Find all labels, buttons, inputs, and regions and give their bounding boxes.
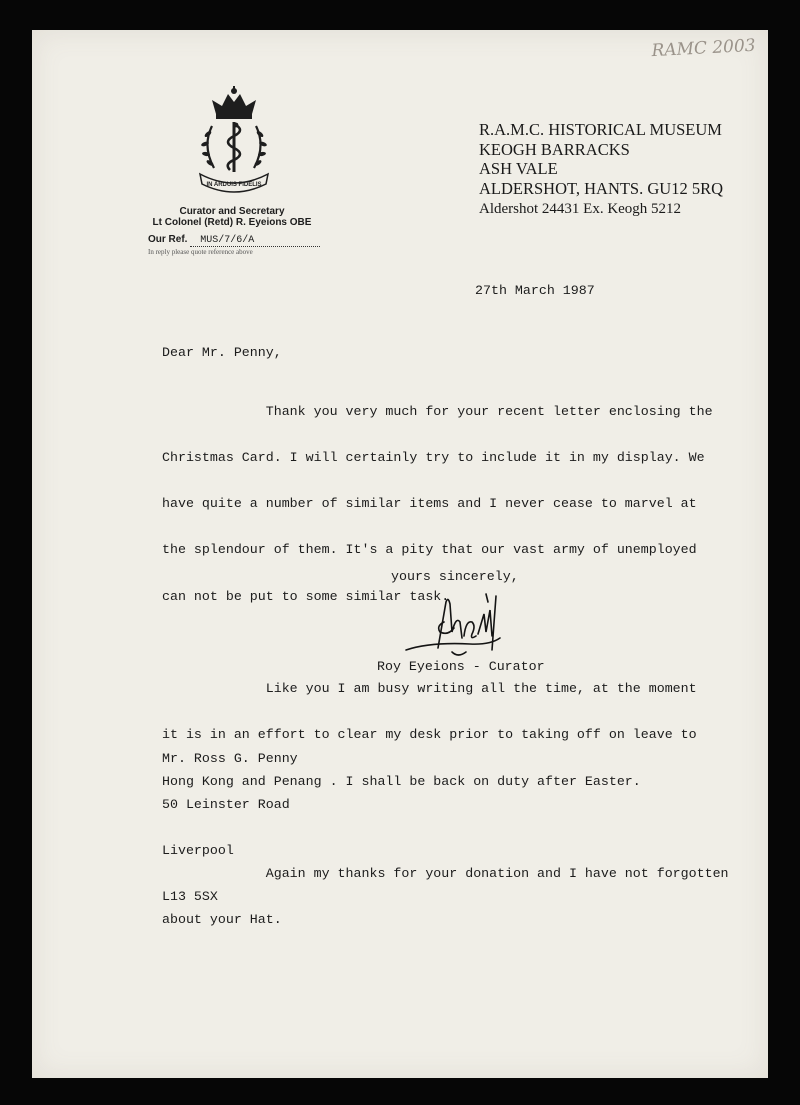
- crest-motto: IN ARDUIS FIDELIS: [206, 182, 262, 188]
- body-line: Again my thanks for your donation and I have not forgotten: [162, 865, 729, 881]
- recipient-line: 50 Leinster Road: [162, 797, 290, 813]
- reply-note: In reply please quote reference above: [148, 248, 253, 256]
- body-line: Hong Kong and Penang . I shall be back on duty after Easter.: [162, 773, 641, 789]
- letter-page: [32, 30, 768, 1078]
- signature-icon: [400, 592, 510, 660]
- body-line: about your Hat.: [162, 912, 282, 928]
- recipient-line: Mr. Ross G. Penny: [162, 750, 298, 766]
- body-line: the splendour of them. It's a pity that our vast army of unemployed: [162, 542, 697, 558]
- pencil-annotation: RAMC 2003: [651, 35, 757, 62]
- address-line: ALDERSHOT, HANTS. GU12 5RQ: [479, 178, 723, 198]
- body-line: Christmas Card. I will certainly try to include it in my display. We: [162, 450, 705, 466]
- recipient-line: Liverpool: [162, 843, 234, 859]
- signer-name: Roy Eyeions - Curator: [377, 659, 545, 674]
- closing: yours sincerely,: [391, 569, 519, 584]
- phone-number: Aldershot 24431 Ex. Keogh 5212: [479, 201, 682, 217]
- body-line: it is in an effort to clear my desk prior to taking off on leave to: [162, 727, 697, 743]
- recipient-line: L13 5SX: [162, 889, 218, 905]
- body-line: can not be put to some similar task.: [162, 588, 450, 604]
- museum-address: [479, 120, 789, 220]
- body-line: Thank you very much for your recent letter enclosing the: [162, 403, 713, 419]
- our-ref-label: Our Ref.: [148, 234, 188, 245]
- our-ref: [148, 234, 328, 247]
- salutation: Dear Mr. Penny,: [162, 345, 282, 360]
- body-line: Like you I am busy writing all the time, at the moment: [162, 681, 697, 697]
- body-line: have quite a number of similar items and I never cease to marvel at: [162, 496, 697, 512]
- ramc-crest-icon: [194, 86, 274, 194]
- address-line: R.A.M.C. HISTORICAL MUSEUM: [479, 120, 722, 139]
- address-line: ASH VALE: [479, 159, 558, 178]
- address-line: KEOGH BARRACKS: [479, 139, 630, 159]
- curator-block: [142, 206, 322, 228]
- curator-name: Lt Colonel (Retd) R. Eyeions OBE: [152, 217, 312, 228]
- recipient-address: [162, 720, 298, 936]
- curator-title: Curator and Secretary: [179, 206, 285, 217]
- our-ref-value: MUS/7/6/A: [190, 235, 320, 247]
- letter-date: 27th March 1987: [475, 283, 595, 298]
